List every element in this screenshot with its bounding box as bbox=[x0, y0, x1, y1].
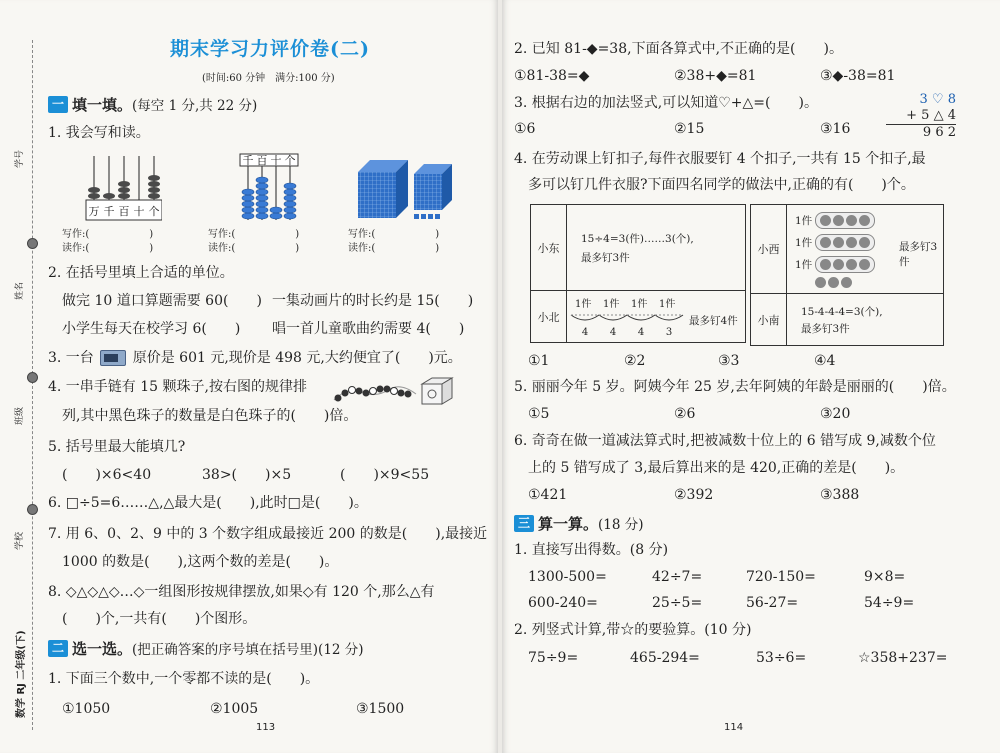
calc-1: 1. 直接写出得数。(8 分) bbox=[514, 542, 669, 558]
binding-hole bbox=[27, 238, 38, 249]
method-cell bbox=[787, 294, 944, 346]
section-title: 选一选。 bbox=[72, 639, 133, 658]
number-line-value: 4 bbox=[637, 326, 645, 338]
choice-5: 5. 丽丽今年 5 岁。阿姨今年 25 岁,去年阿姨的年龄是丽丽的( )倍。 bbox=[514, 379, 956, 395]
section-badge: 三 bbox=[514, 515, 534, 532]
abacus-illustration bbox=[84, 152, 162, 222]
binding-hole bbox=[27, 372, 38, 383]
page-title: 期末学习力评价卷(二) bbox=[170, 38, 370, 60]
page-number: 114 bbox=[724, 722, 744, 733]
choice-option[interactable]: ③20 bbox=[820, 406, 851, 422]
student-name: 小南 bbox=[751, 294, 787, 346]
section-note: (每空 1 分,共 22 分) bbox=[132, 98, 258, 114]
calc-item: 56-27= bbox=[746, 595, 799, 611]
number-line-value: 4 bbox=[581, 326, 589, 338]
abacus-label: 个 bbox=[284, 154, 296, 167]
question-5: 5. 括号里最大能填几? bbox=[48, 439, 186, 455]
calc-item: 600-240= bbox=[528, 595, 598, 611]
question-8-line2: ( )个,一共有( )个图形。 bbox=[62, 611, 257, 627]
method-cell bbox=[787, 205, 944, 294]
method-cell bbox=[567, 291, 746, 343]
calc-item: 42÷7= bbox=[652, 569, 703, 585]
read-blank-1[interactable]: 读作:( ) bbox=[62, 243, 154, 254]
choice-option[interactable]: ②6 bbox=[674, 406, 696, 422]
calc-item: 25÷5= bbox=[652, 595, 703, 611]
group-label: 1件 bbox=[795, 258, 813, 271]
section-2-header bbox=[48, 638, 364, 658]
student-name: 小西 bbox=[751, 205, 787, 294]
method-answer: 最多钉3件 bbox=[899, 241, 938, 268]
abacus-label: 百 bbox=[256, 154, 268, 167]
question-6: 6. □÷5=6……△,△最大是( ),此时□是( )。 bbox=[48, 495, 368, 511]
choice-option[interactable]: ③3 bbox=[718, 353, 740, 369]
choice-6-line2: 上的 5 错写成了 3,最后算出来的是 420,正确的差是( )。 bbox=[528, 460, 905, 476]
method-line: 15-4-4-4=3(个), bbox=[801, 305, 883, 318]
question-7-line1: 7. 用 6、0、2、9 中的 3 个数字组成最接近 200 的数是( ),最接近 bbox=[48, 526, 488, 542]
method-line: 15÷4=3(件)……3(个), bbox=[581, 232, 694, 245]
methods-table-right bbox=[750, 204, 944, 346]
margin-label-school: 学校 bbox=[15, 531, 25, 550]
choice-2: 2. 已知 81-◆=38,下面各算式中,不正确的是( )。 bbox=[514, 41, 843, 57]
write-blank-1[interactable]: 写作:( ) bbox=[62, 229, 154, 240]
bead-bracelet-illustration bbox=[328, 374, 458, 408]
choice-option[interactable]: ③1500 bbox=[356, 701, 405, 717]
q2-item: 做完 10 道口算题需要 60( ) bbox=[62, 293, 262, 309]
calc-item: 1300-500= bbox=[528, 569, 607, 585]
calc-item: 720-150= bbox=[746, 569, 816, 585]
choice-option[interactable]: ②2 bbox=[624, 353, 646, 369]
left-page bbox=[0, 0, 498, 753]
number-line-value: 4 bbox=[609, 326, 617, 338]
number-line-label: 1件 bbox=[631, 298, 648, 310]
button-group bbox=[815, 234, 875, 251]
q2-item: 一集动画片的时长约是 15( ) bbox=[272, 293, 474, 309]
margin-label-xuehao: 学号 bbox=[15, 149, 25, 168]
choice-1: 1. 下面三个数中,一个零都不读的是( )。 bbox=[48, 671, 320, 687]
calc-item: 75÷9= bbox=[528, 650, 579, 666]
group-label: 1件 bbox=[795, 236, 813, 249]
binding-margin bbox=[32, 40, 33, 730]
abacus-label: 千 bbox=[242, 154, 254, 167]
section-3-header bbox=[514, 513, 644, 533]
number-line-value: 3 bbox=[665, 326, 673, 338]
section-title: 算一算。 bbox=[538, 514, 599, 533]
number-line-label: 1件 bbox=[575, 298, 592, 310]
addition-row: 3 ♡ 8 bbox=[919, 92, 956, 107]
student-name: 小东 bbox=[531, 205, 567, 291]
button-group bbox=[815, 256, 875, 273]
q2-item: 小学生每天在校学习 6( ) bbox=[62, 321, 241, 337]
section-badge: 一 bbox=[48, 96, 68, 113]
choice-option[interactable]: ②392 bbox=[674, 487, 714, 503]
write-blank-2[interactable]: 写作:( ) bbox=[208, 229, 300, 240]
section-1-header bbox=[48, 94, 257, 114]
vertical-addition bbox=[886, 92, 956, 141]
calc-item: 9×8= bbox=[864, 569, 906, 585]
abacus-label: 十 bbox=[270, 154, 282, 167]
question-4-line1: 4. 一串手链有 15 颗珠子,按右图的规律排 bbox=[48, 379, 307, 395]
choice-option[interactable]: ①6 bbox=[514, 121, 536, 137]
choice-option[interactable]: ①81-38=◆ bbox=[514, 68, 590, 84]
method-line: 最多钉3件 bbox=[801, 322, 850, 335]
choice-option[interactable]: ①1 bbox=[528, 353, 550, 369]
abacus-illustration-blue bbox=[238, 152, 300, 222]
button-group bbox=[815, 212, 875, 229]
method-answer: 最多钉4件 bbox=[689, 315, 738, 327]
page-number: 113 bbox=[256, 722, 276, 733]
choice-option[interactable]: ②15 bbox=[674, 121, 705, 137]
calc-2: 2. 列竖式计算,带☆的要验算。(10 分) bbox=[514, 622, 752, 638]
choice-option[interactable]: ①5 bbox=[528, 406, 550, 422]
binding-hole bbox=[27, 504, 38, 515]
choice-option[interactable]: ②38+◆=81 bbox=[674, 68, 757, 84]
margin-label-book: 数学 RJ 二年级(下) bbox=[16, 630, 27, 718]
question-8-line1: 8. ◇△◇△◇…◇一组图形按规律摆放,如果◇有 120 个,那么△有 bbox=[48, 584, 435, 600]
addition-row: + 5 △ 4 bbox=[886, 108, 956, 125]
choice-option[interactable]: ①1050 bbox=[62, 701, 111, 717]
margin-label-name: 姓名 bbox=[15, 281, 25, 300]
choice-option[interactable]: ①421 bbox=[528, 487, 568, 503]
calc-item: 53÷6= bbox=[756, 650, 807, 666]
abacus-label: 千 bbox=[103, 205, 115, 218]
choice-4-line2: 多可以钉几件衣服?下面四名同学的做法中,正确的有( )个。 bbox=[528, 177, 915, 193]
section-note: (把正确答案的序号填在括号里)(12 分) bbox=[132, 642, 364, 658]
q2-item: 唱一首儿童歌曲约需要 4( ) bbox=[272, 321, 465, 337]
q5-item: ( )×6<40 bbox=[62, 467, 152, 483]
calc-item: 54÷9= bbox=[864, 595, 915, 611]
choice-option[interactable]: ③388 bbox=[820, 487, 860, 503]
cube-blocks-illustration bbox=[356, 156, 466, 222]
section-note: (18 分) bbox=[598, 517, 644, 533]
question-4-line2: 列,其中黑色珠子的数量是白色珠子的( )倍。 bbox=[62, 408, 358, 424]
methods-table-left bbox=[530, 204, 746, 343]
abacus-label: 百 bbox=[118, 205, 130, 218]
section-title: 填一填。 bbox=[72, 95, 133, 114]
page-subtitle: (时间:60 分钟 满分:100 分) bbox=[202, 73, 335, 84]
group-label: 1件 bbox=[795, 214, 813, 227]
question-7-line2: 1000 的数是( ),这两个数的差是( )。 bbox=[62, 554, 339, 570]
read-blank-2[interactable]: 读作:( ) bbox=[208, 243, 300, 254]
margin-label-class: 班级 bbox=[15, 406, 25, 425]
student-name: 小北 bbox=[531, 291, 567, 343]
addition-result: 9 6 2 bbox=[922, 125, 956, 140]
method-line: 最多钉3件 bbox=[581, 251, 630, 264]
q3-text-b: 原价是 601 元,现价是 498 元,大约便宜了( )元。 bbox=[132, 350, 462, 366]
abacus-label: 十 bbox=[133, 205, 145, 218]
abacus-label: 万 bbox=[88, 205, 100, 218]
question-1: 1. 我会写和读。 bbox=[48, 125, 150, 141]
question-2: 2. 在括号里填上合适的单位。 bbox=[48, 265, 234, 281]
choice-option[interactable]: ④4 bbox=[814, 353, 836, 369]
method-cell bbox=[567, 205, 746, 291]
write-blank-3[interactable]: 写作:( ) bbox=[348, 229, 440, 240]
choice-4-line1: 4. 在劳动课上钉扣子,每件衣服要钉 4 个扣子,一共有 15 个扣子,最 bbox=[514, 151, 926, 167]
number-line-label: 1件 bbox=[603, 298, 620, 310]
choice-6-line1: 6. 奇奇在做一道减法算式时,把被减数十位上的 6 错写成 9,减数个位 bbox=[514, 433, 936, 449]
q5-item: ( )×9<55 bbox=[340, 467, 430, 483]
calc-item: ☆358+237= bbox=[858, 650, 948, 666]
abacus-label: 个 bbox=[148, 205, 160, 218]
choice-option[interactable]: ②1005 bbox=[210, 701, 259, 717]
q5-item: 38>( )×5 bbox=[202, 467, 292, 483]
right-page bbox=[502, 0, 1000, 753]
q3-text-a: 3. 一台 bbox=[48, 350, 94, 366]
number-line-label: 1件 bbox=[659, 298, 676, 310]
choice-3: 3. 根据右边的加法竖式,可以知道♡+△=( )。 bbox=[514, 95, 818, 111]
calc-item: 465-294= bbox=[630, 650, 700, 666]
microwave-icon bbox=[100, 350, 126, 366]
question-3 bbox=[48, 349, 462, 367]
choice-option[interactable]: ③16 bbox=[820, 121, 851, 137]
choice-option[interactable]: ③◆-38=81 bbox=[820, 68, 896, 84]
read-blank-3[interactable]: 读作:( ) bbox=[348, 243, 440, 254]
section-badge: 二 bbox=[48, 640, 68, 657]
